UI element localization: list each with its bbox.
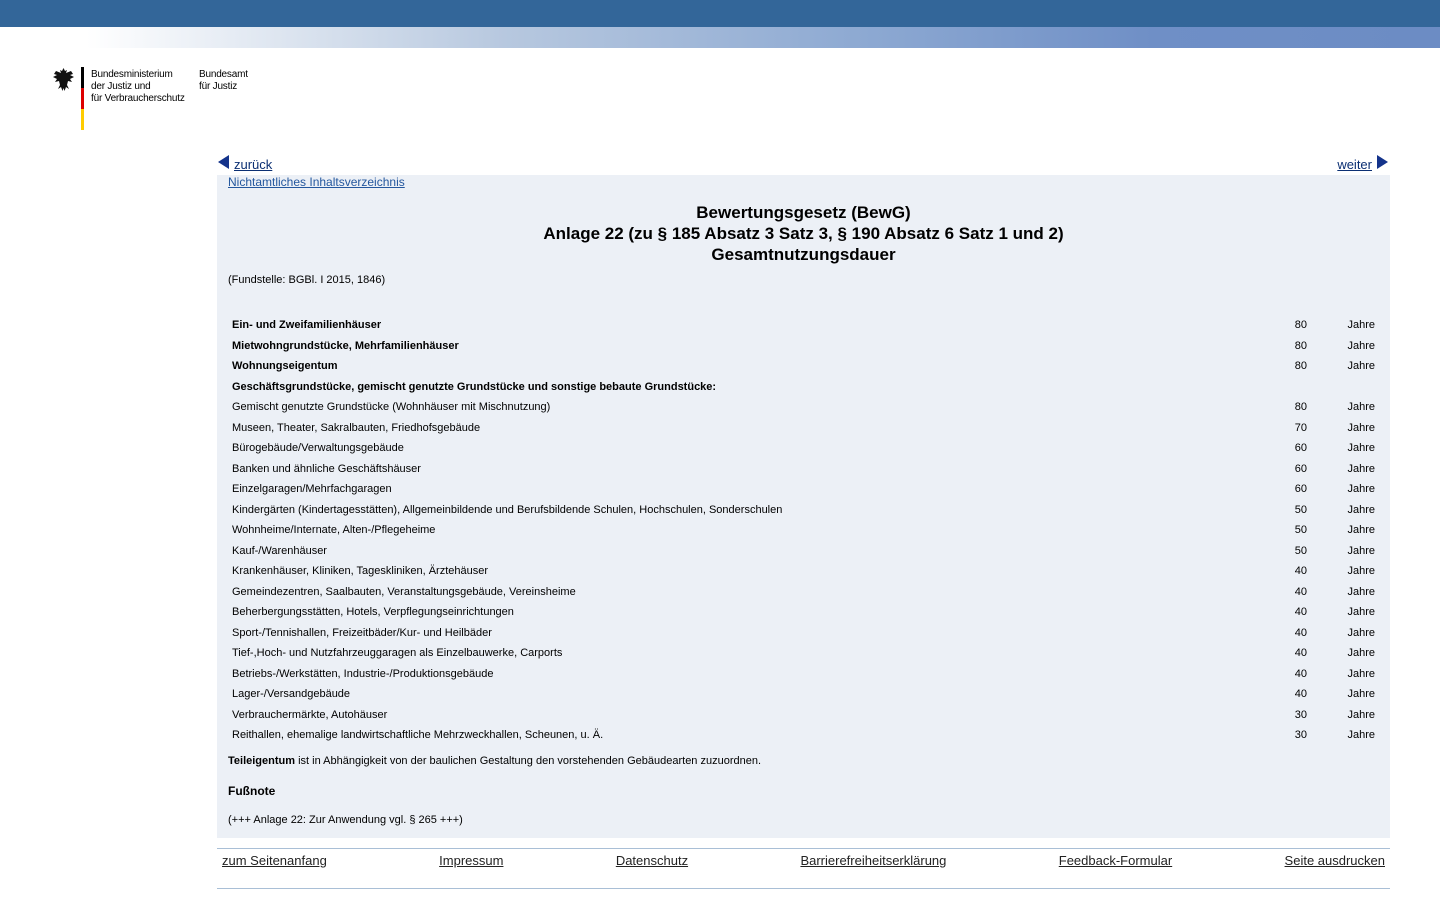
table-row	[228, 500, 1383, 521]
row-years: 80	[1294, 319, 1307, 332]
title-law: Bewertungsgesetz (BewG)	[696, 203, 911, 222]
footer-links	[222, 853, 1385, 871]
toc-link-wrap	[228, 175, 405, 189]
note-term: Teileigentum	[228, 755, 296, 767]
row-unit: Jahre	[1347, 565, 1375, 578]
arrow-left-icon[interactable]	[218, 155, 229, 169]
federal-eagle-icon	[52, 67, 75, 93]
table-row	[228, 705, 1383, 726]
footnote-heading: Fußnote	[228, 784, 276, 798]
row-unit: Jahre	[1347, 667, 1375, 680]
top-bar	[0, 0, 1440, 27]
row-years: 40	[1294, 565, 1307, 578]
row-years: 80	[1294, 360, 1307, 373]
table-row	[228, 541, 1383, 562]
arrow-right-icon[interactable]	[1377, 155, 1388, 169]
row-label: Reithallen, ehemalige landwirtschaftliche Mehrzweckhallen, Scheunen, u. Ä.	[232, 729, 604, 742]
table-row	[228, 438, 1383, 459]
row-years: 40	[1294, 585, 1307, 598]
row-label: Banken und ähnliche Geschäftshäuser	[232, 462, 421, 475]
row-unit: Jahre	[1347, 729, 1375, 742]
row-label: Wohnheime/Internate, Alten-/Pflegeheime	[232, 524, 436, 537]
row-label: Einzelgaragen/Mehrfachgaragen	[232, 483, 392, 496]
useful-life-table	[228, 315, 1383, 746]
row-unit: Jahre	[1347, 462, 1375, 475]
row-unit: Jahre	[1347, 708, 1375, 721]
row-years: 70	[1294, 421, 1307, 434]
law-content	[217, 175, 1390, 838]
row-label: Gemeindezentren, Saalbauten, Veranstaltungsgebäude, Vereinsheime	[232, 585, 576, 598]
note-text: ist in Abhängigkeit von der baulichen Gestaltung den vorstehenden Gebäudearten zuzuordnen.	[295, 755, 762, 767]
row-years: 50	[1294, 524, 1307, 537]
row-years: 40	[1294, 606, 1307, 619]
row-unit: Jahre	[1347, 421, 1375, 434]
row-years: 50	[1294, 503, 1307, 516]
row-unit: Jahre	[1347, 606, 1375, 619]
gradient-bar	[0, 27, 1440, 48]
row-unit: Jahre	[1347, 319, 1375, 332]
office-name: Bundesamt für Justiz	[199, 69, 248, 92]
row-label: Verbrauchermärkte, Autohäuser	[232, 708, 388, 721]
row-label: Tief-,Hoch- und Nutzfahrzeuggaragen als Einzelbauwerke, Carports	[232, 647, 563, 660]
table-row	[228, 397, 1383, 418]
footer-privacy-link[interactable]: Datenschutz	[615, 853, 689, 868]
row-unit: Jahre	[1347, 360, 1375, 373]
table-row	[228, 602, 1383, 623]
title-annex: Anlage 22 (zu § 185 Absatz 3 Satz 3, § 190 Absatz 6 Satz 1 und 2)	[543, 224, 1064, 243]
row-label: Kindergärten (Kindertagesstätten), Allgemeinbildende und Berufsbildende Schulen, Hochschulen, Sonderschulen	[232, 503, 783, 516]
row-years: 30	[1294, 708, 1307, 721]
row-unit: Jahre	[1347, 483, 1375, 496]
row-years: 50	[1294, 544, 1307, 557]
row-years: 60	[1294, 483, 1307, 496]
row-unit: Jahre	[1347, 647, 1375, 660]
partial-ownership-note	[228, 755, 761, 767]
table-row	[228, 643, 1383, 664]
row-label: Kauf-/Warenhäuser	[232, 544, 327, 557]
ministry-name: Bundesministerium der Justiz und für Verbraucherschutz	[91, 69, 185, 104]
row-unit: Jahre	[1347, 626, 1375, 639]
footer-feedback-link[interactable]: Feedback-Formular	[1058, 853, 1173, 868]
footer-divider-bottom	[217, 888, 1390, 889]
back-link[interactable]: zurück	[234, 157, 273, 172]
row-label: Museen, Theater, Sakralbauten, Friedhofsgebäude	[232, 421, 481, 434]
row-unit: Jahre	[1347, 401, 1375, 414]
row-label: Betriebs-/Werkstätten, Industrie-/Produktionsgebäude	[232, 667, 494, 680]
toc-link[interactable]: Nichtamtliches Inhaltsverzeichnis	[228, 175, 405, 189]
row-label: Beherbergungsstätten, Hotels, Verpflegungseinrichtungen	[232, 606, 514, 619]
row-years: 80	[1294, 339, 1307, 352]
next-link[interactable]: weiter	[1337, 157, 1372, 172]
row-unit: Jahre	[1347, 688, 1375, 701]
row-years: 30	[1294, 729, 1307, 742]
table-row	[228, 561, 1383, 582]
footer-print-link[interactable]: Seite ausdrucken	[1284, 853, 1385, 868]
footer-top-link[interactable]: zum Seitenanfang	[222, 853, 327, 868]
source-reference: (Fundstelle: BGBl. I 2015, 1846)	[228, 274, 386, 286]
table-row	[228, 684, 1383, 705]
table-row	[228, 582, 1383, 603]
page-title	[217, 202, 1390, 265]
row-label: Wohnungseigentum	[232, 360, 338, 373]
footnote-text: (+++ Anlage 22: Zur Anwendung vgl. § 265 +++)	[228, 814, 463, 826]
row-label: Ein- und Zweifamilienhäuser	[232, 319, 382, 332]
row-unit: Jahre	[1347, 503, 1375, 516]
row-label: Lager-/Versandgebäude	[232, 688, 351, 701]
row-label: Krankenhäuser, Kliniken, Tageskliniken, Ärztehäuser	[232, 565, 489, 578]
title-subject: Gesamtnutzungsdauer	[711, 245, 896, 264]
table-row	[228, 623, 1383, 644]
row-years: 40	[1294, 626, 1307, 639]
row-years	[1263, 377, 1315, 398]
table-row	[228, 356, 1383, 377]
row-unit: Jahre	[1347, 544, 1375, 557]
footer-imprint-link[interactable]: Impressum	[439, 853, 504, 868]
german-flag-stripe	[81, 67, 84, 130]
ministry-logo	[52, 67, 272, 133]
row-years: 80	[1294, 401, 1307, 414]
row-years: 40	[1294, 688, 1307, 701]
table-row	[228, 479, 1383, 500]
row-unit	[1315, 377, 1383, 398]
row-label: Mietwohngrundstücke, Mehrfamilienhäuser	[232, 339, 459, 352]
row-unit: Jahre	[1347, 339, 1375, 352]
back-nav[interactable]	[218, 155, 272, 172]
table-row	[228, 418, 1383, 439]
row-years: 40	[1294, 647, 1307, 660]
row-label: Bürogebäude/Verwaltungsgebäude	[232, 442, 404, 455]
row-years: 60	[1294, 462, 1307, 475]
table-row	[228, 315, 1383, 336]
row-label: Geschäftsgrundstücke, gemischt genutzte Grundstücke und sonstige bebaute Grundstücke:	[232, 380, 717, 393]
row-label: Sport-/Tennishallen, Freizeitbäder/Kur- und Heilbäder	[232, 626, 492, 639]
table-row	[228, 664, 1383, 685]
row-label: Gemischt genutzte Grundstücke (Wohnhäuser mit Mischnutzung)	[232, 401, 551, 414]
table-row	[228, 336, 1383, 357]
row-unit: Jahre	[1347, 524, 1375, 537]
row-unit: Jahre	[1347, 442, 1375, 455]
table-row	[228, 520, 1383, 541]
footer-accessibility-link[interactable]: Barrierefreiheitserklärung	[800, 853, 947, 868]
table-row	[228, 725, 1383, 746]
next-nav[interactable]	[1337, 155, 1388, 172]
row-years: 40	[1294, 667, 1307, 680]
row-years: 60	[1294, 442, 1307, 455]
row-unit: Jahre	[1347, 585, 1375, 598]
table-row	[228, 459, 1383, 480]
table-row	[228, 377, 1383, 398]
footer-divider-top	[217, 848, 1390, 849]
